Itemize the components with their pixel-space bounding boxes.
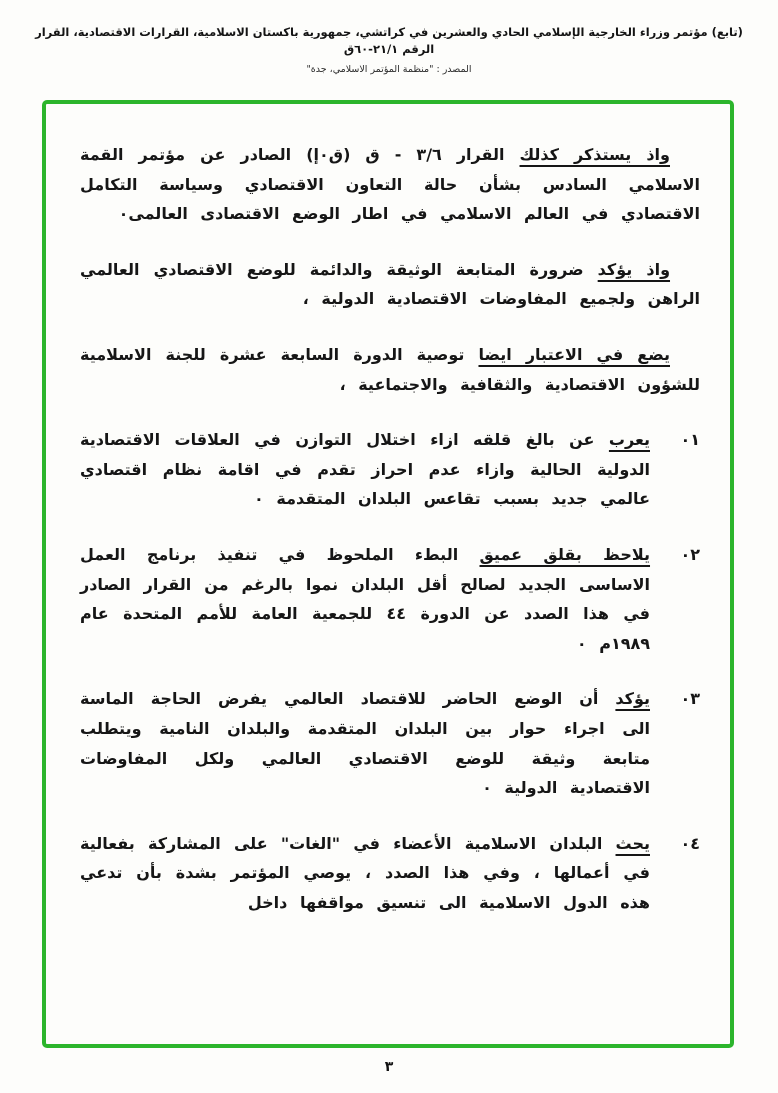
paragraph-body: توصية الدورة السابعة عشرة للجنة الاسلامية للشؤون الاقتصادية والثقافية والاجتماعية ، xyxy=(80,344,700,394)
underlined-lead: يؤكد xyxy=(615,689,650,709)
paragraph-body: البطء الملحوظ في تنفيذ برنامج العمل الاساسى الجديد لصالح أقل البلدان نموا بالرغم من القرار الصادر في هذا الصدد عن الدورة ٤٤ للجمعية العامة للأمم المتحدة عام ١٩٨٩م ٠ xyxy=(80,544,650,653)
paragraph xyxy=(80,140,700,229)
paragraph-body: أن الوضع الحاضر للاقتصاد العالمي يفرض الحاجة الماسة الى اجراء حوار بين البلدان المتقدمة والبلدان النامية ويتطلب متابعة وثيقة للوضع الاقتصادي العالمي ولكل المفاوضات الاقتصادية الدولية ٠ xyxy=(80,689,650,798)
paragraph-text xyxy=(80,684,650,802)
document-body xyxy=(46,104,730,1044)
paragraph xyxy=(80,255,700,314)
paragraph-text xyxy=(80,340,700,399)
underlined-lead: يحث xyxy=(615,833,650,853)
paragraph-body: عن بالغ قلقه ازاء اختلال التوازن في العلاقات الاقتصادية الدولية الحالية وازاء عدم احراز تقدم في اقامة نظام اقتصادي عالمي جديد بسبب تقاعس البلدان المتقدمة ٠ xyxy=(80,430,650,509)
paragraph xyxy=(80,540,700,658)
paragraph-text xyxy=(80,540,650,658)
underlined-lead: يلاحظ بقلق عميق xyxy=(479,544,651,564)
list-marker: ٠١ xyxy=(680,430,700,450)
paragraph-text xyxy=(80,425,650,514)
underlined-lead: يضع في الاعتبار ايضا xyxy=(478,344,670,364)
paragraph-text xyxy=(80,255,700,314)
underlined-lead: واذ يستذكر كذلك xyxy=(519,145,670,164)
page-number: ٣ xyxy=(384,1059,394,1075)
paragraph-text xyxy=(80,829,650,918)
paragraph xyxy=(80,425,700,514)
underlined-lead: واذ يؤكد xyxy=(597,259,671,279)
paragraph-body: القرار ٣/٦ - ق (ق٠إ) الصادر عن مؤتمر القمة الاسلامي السادس بشأن حالة التعاون الاقتصادي وسياسة التكامل الاقتصادي في العالم الاسلامي في اطار الوضع الاقتصادى العالمى٠ xyxy=(80,145,700,224)
paragraph xyxy=(80,684,700,802)
paragraph xyxy=(80,340,700,399)
header-source: المصدر : "منظمة المؤتمر الاسلامي، جدة" xyxy=(306,63,472,75)
paragraph xyxy=(80,829,700,918)
document-header xyxy=(20,24,758,75)
header-title: (تابع) مؤتمر وزراء الخارجية الإسلامي الحادي والعشرين في كراتشي، جمهورية باكستان الاسلامية، القرارات الاقتصادية، القرار الرقم ٢١/١-٦٠ق xyxy=(35,25,743,57)
underlined-lead: يعرب xyxy=(608,430,650,450)
list-marker: ٠٤ xyxy=(680,833,700,853)
paragraph-body: ضرورة المتابعة الوثيقة والدائمة للوضع الاقتصادي العالمي الراهن ولجميع المفاوضات الاقتصادية الدولية ، xyxy=(80,259,700,309)
paragraph-text xyxy=(80,140,700,229)
list-marker: ٠٣ xyxy=(680,689,700,709)
paragraph-body: البلدان الاسلامية الأعضاء في "الغات" على المشاركة بفعالية في أعمالها ، وفي هذا الصدد ، يوصي المؤتمر بشدة بأن تدعي هذه الدول الاسلامية الى تنسيق مواقفها داخل xyxy=(80,833,650,912)
list-marker: ٠٢ xyxy=(680,544,700,564)
